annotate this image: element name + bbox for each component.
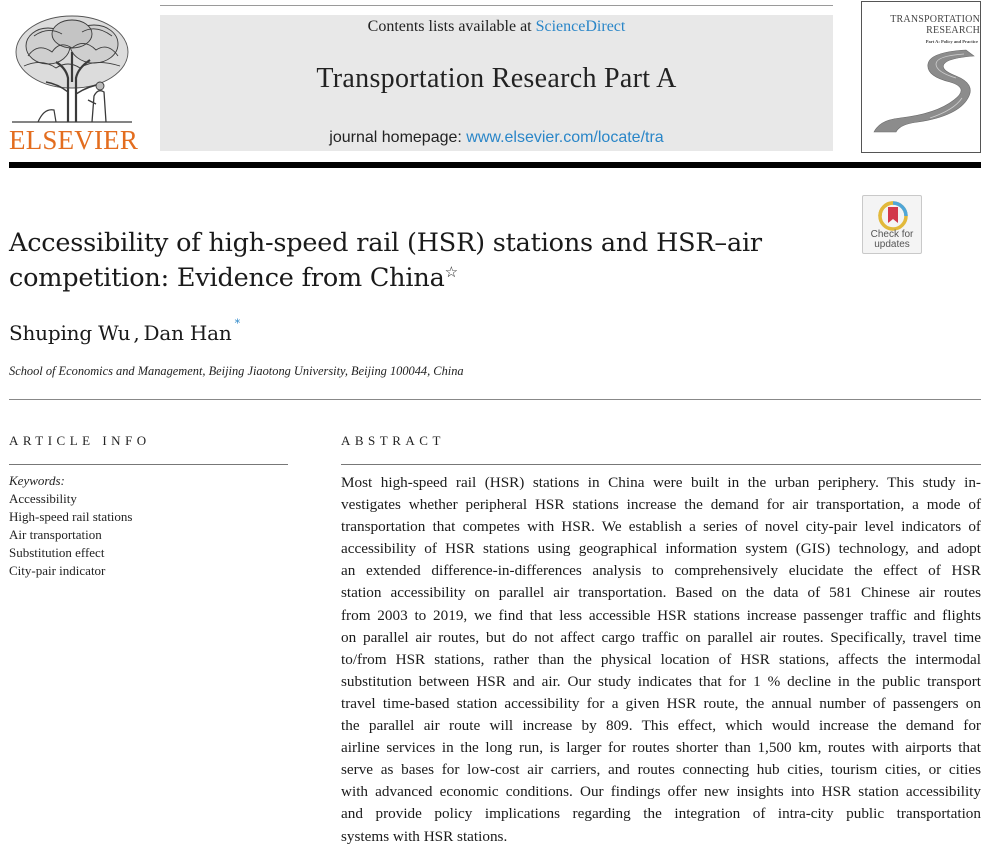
abstract-line: travel time-based station accessibility for a given HSR route, the annual number of passengers on: [341, 694, 981, 712]
crossmark-icon: [878, 201, 908, 231]
article-info-rule: [9, 464, 288, 465]
abstract-line: from 2003 to 2019, we find that less accessible HSR stations increase passenger traffic and flights: [341, 606, 981, 624]
sciencedirect-link[interactable]: ScienceDirect: [535, 18, 626, 35]
abstract-rule: [341, 464, 981, 465]
homepage-line: [160, 129, 833, 147]
keyword-item: High-speed rail stations: [9, 509, 133, 524]
journal-banner: [160, 15, 833, 151]
elsevier-tree-icon: [8, 12, 136, 124]
check-updates-line1: Check for: [870, 229, 914, 240]
cover-title-line1: TRANSPORTATION: [890, 14, 980, 25]
abstract-line: accessibility of HSR stations using geographical information system (GIS) technology, and adopt: [341, 540, 981, 558]
publisher-logo-text: ELSEVIER: [9, 125, 139, 155]
abstract-line: the parallel air route will increase by 809. This effect, which would increase the demand for: [341, 717, 981, 735]
article-title: [9, 226, 829, 296]
abstract-line: Most high-speed rail (HSR) stations in China were built in the urban periphery. This study in-: [341, 474, 981, 491]
journal-cover-thumbnail[interactable]: [861, 1, 981, 153]
journal-title: Transportation Research Part A: [316, 63, 677, 94]
contents-line: [160, 18, 833, 36]
abstract-line: transportation that competes with HSR. We establish a series of novel city-pair level indicators of: [341, 518, 981, 536]
check-for-updates-button[interactable]: [862, 195, 922, 254]
author-list: [9, 317, 240, 345]
check-for-updates-label: [863, 230, 921, 250]
abstract-line: substitution between HSR and air. Our study indicates that for 1 % decline in the public transport: [341, 672, 981, 690]
keyword-item: Air transportation: [9, 527, 102, 542]
keyword-item: Accessibility: [9, 491, 77, 506]
abstract-body: [341, 472, 981, 848]
abstract-line: and provide policy implications regarding the integration of intra-city public transportation: [341, 805, 981, 823]
cover-subtitle: Part A: Policy and Practice: [925, 39, 978, 44]
author-affiliation: School of Economics and Management, Beijing Jiaotong University, Beijing 100044, China: [9, 364, 464, 378]
journal-homepage-link[interactable]: www.elsevier.com/locate/tra: [466, 129, 664, 146]
article-title-line1: Accessibility of high-speed rail (HSR) stations and HSR–air: [9, 228, 762, 258]
keyword-item: Substitution effect: [9, 545, 105, 560]
article-title-line2: [9, 261, 829, 296]
header-top-rule: [160, 5, 833, 6]
abstract-line: airline services in the long run, is larger for routes shorter than 1,500 km, routes with airports that: [341, 739, 981, 757]
author-separator: ,: [133, 321, 140, 345]
abstract-line: vestigates whether peripheral HSR stations increase the demand for air transportation, a mode of: [341, 496, 981, 514]
abstract-line: an extended difference-in-differences analysis to comprehensively elucidate the effect of HSR: [341, 562, 981, 580]
abstract-line: systems with HSR stations.: [341, 827, 508, 845]
title-footnote-star[interactable]: ☆: [444, 263, 458, 281]
corresponding-author-star[interactable]: *: [234, 317, 240, 330]
check-updates-line2: updates: [874, 239, 910, 250]
road-illustration-icon: [870, 48, 974, 134]
header-divider: [9, 162, 981, 168]
contents-prefix: Contents lists available at: [367, 18, 536, 35]
homepage-prefix: journal homepage:: [329, 129, 467, 146]
cover-title: [872, 14, 980, 36]
abstract-line: on parallel air routes, but do not affect cargo traffic on parallel air routes. Specifically, travel time: [341, 628, 981, 646]
abstract-line: with advanced economic conditions. Our findings offer new insights into HSR station accessibility: [341, 783, 981, 801]
author-1[interactable]: Shuping Wu: [9, 321, 131, 345]
keywords-label: Keywords:: [9, 473, 65, 488]
author-2[interactable]: Dan Han: [143, 321, 232, 345]
abstract-line: station accessibility on parallel air transportation. Based on the data of 581 Chinese air routes: [341, 584, 981, 602]
abstract-line: serve as bases for low-cost air carriers, and routes connecting hub cities, tourism cities, or cities: [341, 761, 981, 779]
article-title-line2-text: competition: Evidence from China: [9, 263, 445, 293]
abstract-heading: ABSTRACT: [341, 433, 445, 448]
abstract-line: to/from HSR stations, rather than the physical location of HSR stations, affects the intermodal: [341, 650, 981, 668]
cover-title-line2: RESEARCH: [926, 25, 980, 36]
title-divider: [9, 399, 981, 400]
article-info-heading: ARTICLE INFO: [9, 433, 151, 448]
keyword-list: [9, 490, 132, 580]
keyword-item: City-pair indicator: [9, 563, 106, 578]
